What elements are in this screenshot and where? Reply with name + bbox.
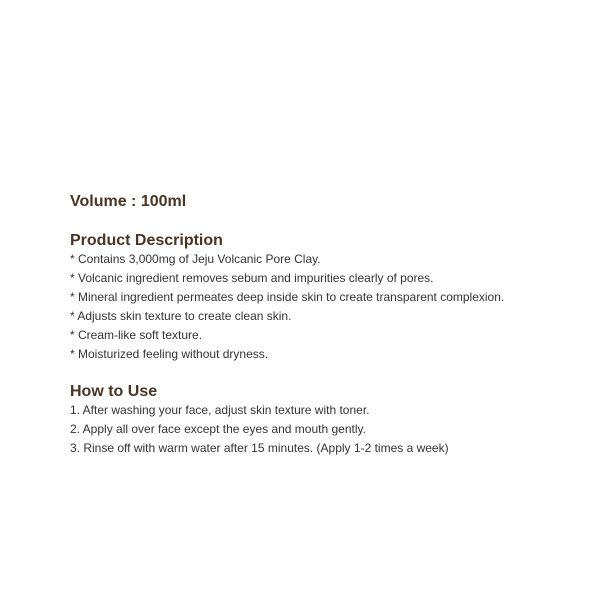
how-to-use-title: How to Use: [70, 383, 158, 400]
description-item: * Contains 3,000mg of Jeju Volcanic Pore Clay.: [70, 252, 321, 266]
description-item: * Adjusts skin texture to create clean skin.: [70, 309, 292, 323]
how-to-use-section: [70, 382, 590, 458]
how-to-use-step: 3. Rinse off with warm water after 15 minutes. (Apply 1-2 times a week): [70, 441, 449, 455]
product-description-list: [70, 250, 590, 364]
description-item: * Volcanic ingredient removes sebum and impurities clearly of pores.: [70, 271, 434, 285]
description-item: * Moisturized feeling without dryness.: [70, 347, 269, 361]
how-to-use-step: 2. Apply all over face except the eyes and mouth gently.: [70, 422, 366, 436]
how-to-use-list: [70, 401, 590, 458]
description-item: * Mineral ingredient permeates deep inside skin to create transparent complexion.: [70, 290, 505, 304]
how-to-use-step: 1. After washing your face, adjust skin texture with toner.: [70, 403, 370, 417]
product-description-title: Product Description: [70, 232, 223, 249]
volume-heading: Volume : 100ml: [70, 193, 187, 210]
description-item: * Cream-like soft texture.: [70, 328, 203, 342]
product-description-section: [70, 231, 590, 364]
